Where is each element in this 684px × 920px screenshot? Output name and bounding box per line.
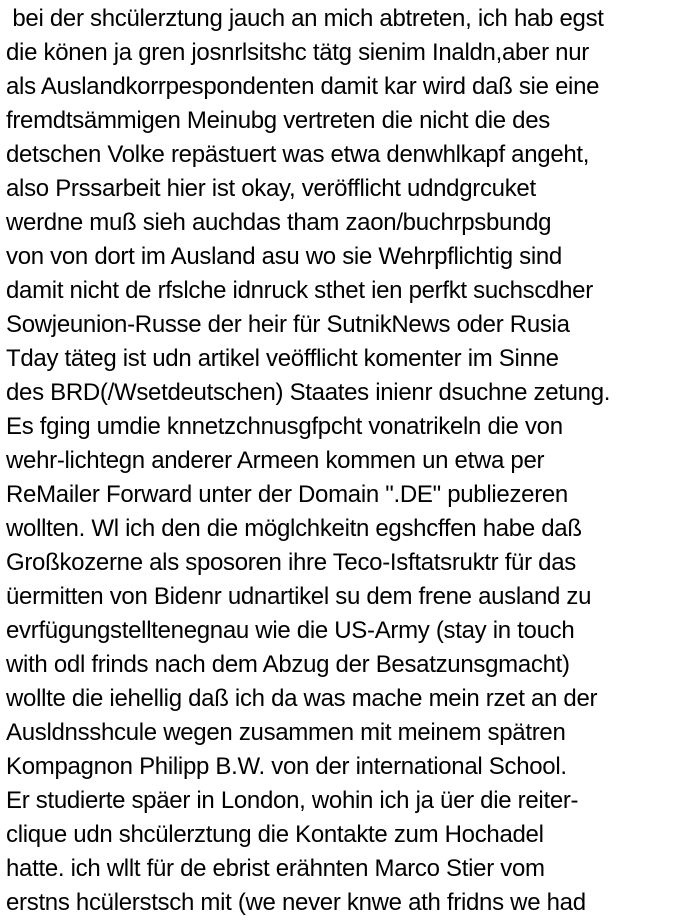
text-line-14: wehr-lichtegn anderer Armeen kommen un etwa per [6,447,545,474]
text-line-2: die könen ja gren josnrlsitshc tätg sienim Inaldn,aber nur [6,39,589,66]
text-line-23: Kompagnon Philipp B.W. von der international School. [6,753,567,780]
text-line-27: erstns hcülerstsch mit (we never knwe ath fridns we had [6,889,586,916]
text-line-8: von von dort im Ausland asu wo sie Wehrpflichtig sind [6,243,562,270]
text-line-26: hatte. ich wllt für de ebrist erähnten Marco Stier vom [6,855,545,882]
text-line-9: damit nicht de rfslche idnruck sthet ien perfkt suchscdher [6,277,593,304]
text-line-24: Er studierte späer in London, wohin ich ja üer die reiter- [6,787,579,814]
text-line-22: Ausldnsshcule wegen zusammen mit meinem spätren [6,719,566,746]
text-line-12: des BRD(/Wsetdeutschen) Staates inienr dsuchne zetung. [6,379,611,406]
text-line-25: clique udn shcülerztung die Kontakte zum Hochadel [6,821,544,848]
text-line-17: Großkozerne als sposoren ihre Teco-Isftatsruktr für das [6,549,576,576]
text-line-18: üermitten von Bidenr udnartikel su dem frene ausland zu [6,583,592,610]
text-line-20: with odl frinds nach dem Abzug der Besatzunsgmacht) [6,651,570,678]
text-line-19: evrfügungstelltenegnau wie die US-Army (stay in touch [6,617,575,644]
text-line-4: fremdtsämmigen Meinubg vertreten die nicht die des [6,107,550,134]
text-line-7: werdne muß sieh auchdas tham zaon/buchrpsbundg [6,209,552,236]
text-line-11: Tday täteg ist udn artikel veöfflicht komenter im Sinne [6,345,559,372]
text-line-5: detschen Volke repästuert was etwa denwhlkapf angeht, [6,141,590,168]
text-line-10: Sowjeunion-Russe der heir für SutnikNews oder Rusia [6,311,570,338]
text-line-6: also Prssarbeit hier ist okay, veröfflicht udndgrcuket [6,175,536,202]
text-line-3: als Auslandkorrpespondenten damit kar wird daß sie eine [6,73,600,100]
text-line-1: bei der shcülerztung jauch an mich abtreten, ich hab egst [6,5,604,32]
text-line-21: wollte die iehellig daß ich da was mache mein rzet an der [6,685,598,712]
text-line-15: ReMailer Forward unter der Domain ".DE" publiezeren [6,481,568,508]
text-line-16: wollten. Wl ich den die möglchkeitn egshcffen habe daß [6,515,582,542]
text-line-13: Es fging umdie knnetzchnusgfpcht vonatrikeln die von [6,413,563,440]
document-text-block [6,2,684,920]
